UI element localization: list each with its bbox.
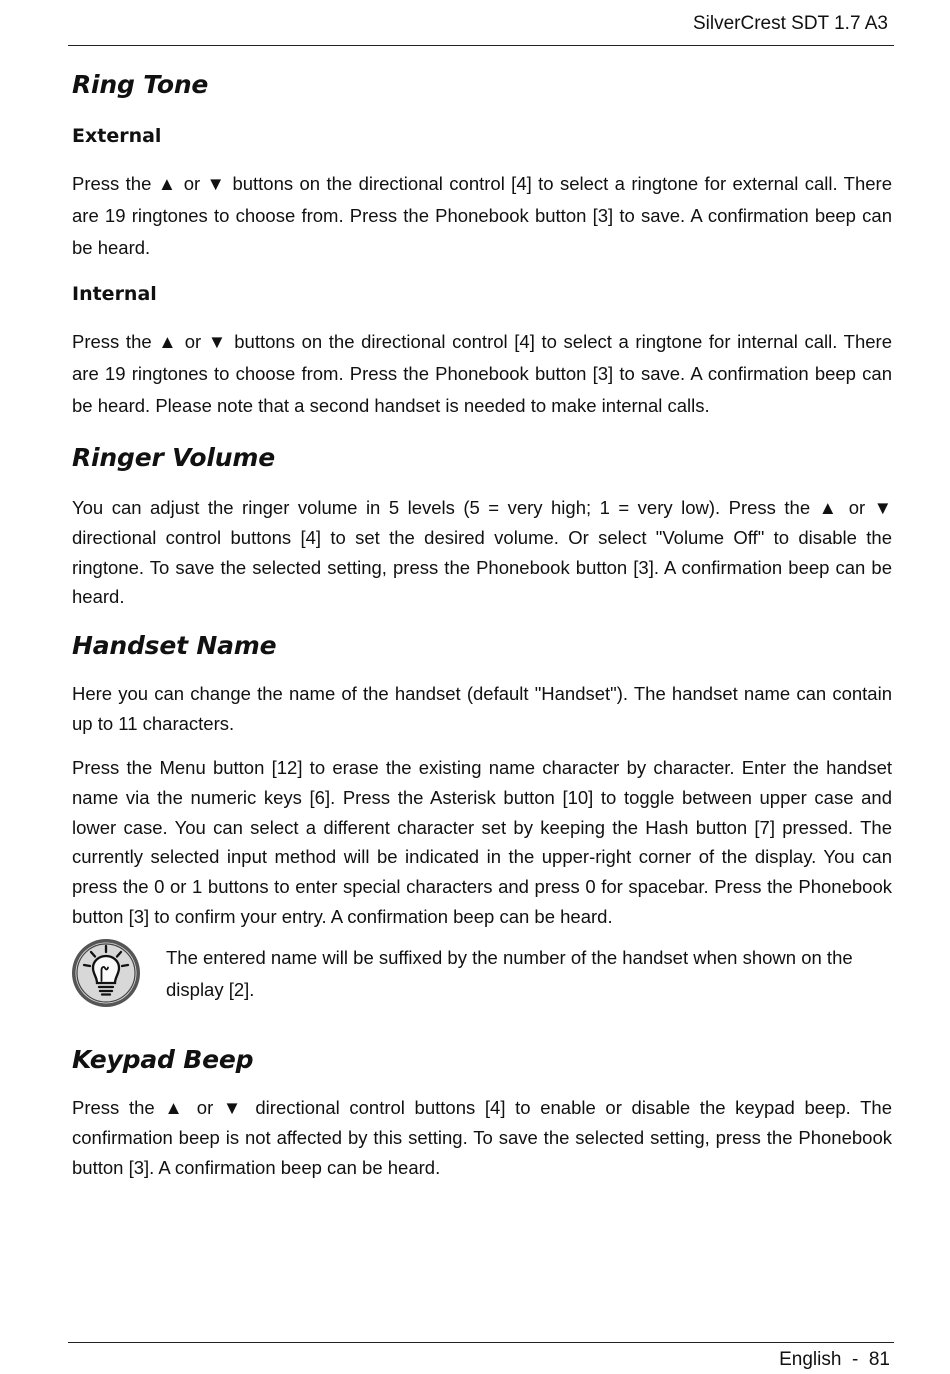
header-divider <box>68 45 894 46</box>
section-heading-ring-tone: Ring Tone <box>72 70 209 99</box>
paragraph-ringer-volume: You can adjust the ringer volume in 5 levels (5 = very high; 1 = very low). Press the ▲ or ▼ directional control buttons [4] to set the desired volume. Or select "Volume Off" to disable the ringtone. To save the selected setting, press the Phonebook button [3]. A confirmation beep can be heard. <box>72 497 892 608</box>
paragraph-keypad-beep: Press the ▲ or ▼ directional control buttons [4] to enable or disable the keypad beep. The confirmation beep is not affected by this setting. To save the selected setting, press the Phonebook button [3]. A confirmation beep can be heard. <box>72 1097 892 1178</box>
section-heading-handset-name: Handset Name <box>72 631 277 660</box>
subheading-external: External <box>72 125 162 147</box>
lightbulb-icon <box>70 937 142 1009</box>
section-heading-ringer-volume: Ringer Volume <box>72 443 275 472</box>
paragraph-external: Press the ▲ or ▼ buttons on the directional control [4] to select a ringtone for external call. There are 19 ringtones to choose from. Press the Phonebook button [3] to save. A confirmation beep can be heard. <box>72 173 892 258</box>
paragraph-internal: Press the ▲ or ▼ buttons on the directional control [4] to select a ringtone for internal call. There are 19 ringtones to choose from. Press the Phonebook button [3] to save. A confirmation beep can be heard. Please note that a second handset is needed to make internal calls. <box>72 331 892 416</box>
paragraph-handset-name-intro: Here you can change the name of the handset (default "Handset"). The handset name can contain up to 11 characters. <box>72 683 892 734</box>
subheading-internal: Internal <box>72 283 157 305</box>
document-title: SilverCrest SDT 1.7 A3 <box>692 13 888 34</box>
tip-text: The entered name will be suffixed by the number of the handset when shown on the display [2]. <box>166 947 853 1000</box>
page-footer: English - 81 <box>779 1349 890 1370</box>
paragraph-handset-name-instructions: Press the Menu button [12] to erase the existing name character by character. Enter the handset name via the numeric keys [6]. Press the Asterisk button [10] to toggle between upper case and lower case. You can select a different character set by keeping the Hash button [7] pressed. The currently selected input method will be indicated in the upper-right corner of the display. You can press the 0 or 1 buttons to enter special characters and press 0 for spacebar. Press the Phonebook button [3] to confirm your entry. A confirmation beep can be heard. <box>72 757 892 927</box>
footer-divider <box>68 1342 894 1343</box>
section-heading-keypad-beep: Keypad Beep <box>72 1045 254 1074</box>
